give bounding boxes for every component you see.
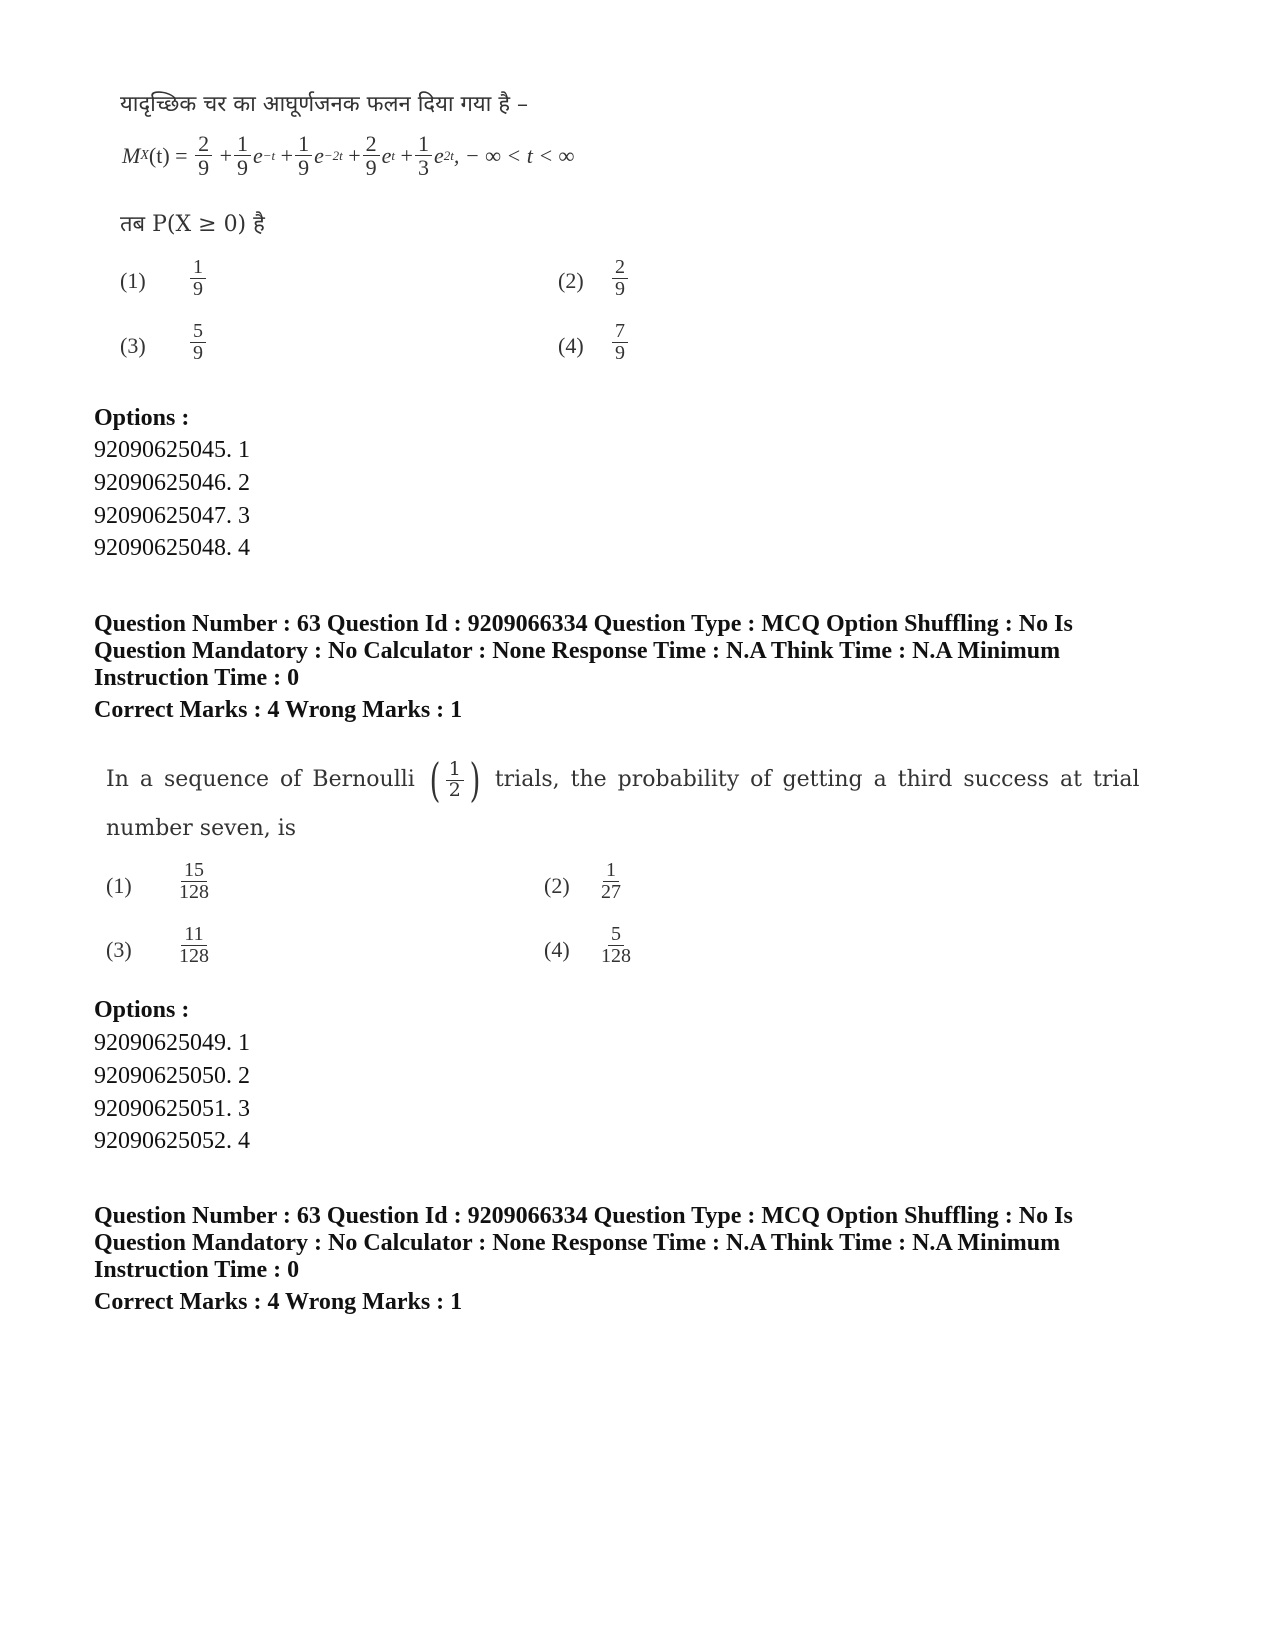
- eq-term-4-frac: $\frac{2}{9}$: [363, 132, 380, 179]
- eq-exp: t: [391, 147, 396, 163]
- eq-term-2-frac: $\frac{1}{9}$: [234, 132, 251, 179]
- q63-marks: Correct Marks : 4 Wrong Marks : 1: [94, 697, 463, 723]
- q63-option-1: 92090625049. 1: [94, 1030, 250, 1056]
- eq-term-1-frac: $\frac{2}{9}$: [195, 132, 212, 179]
- q63-option-4: 92090625052. 4: [94, 1128, 250, 1154]
- q63-text-before: In a sequence of Bernoulli: [106, 767, 415, 792]
- q62-equation: [122, 132, 574, 179]
- q64-meta-line-1: Question Number : 63 Question Id : 9209066334 Question Type : MCQ Option Shuffling : No Is: [94, 1203, 1073, 1229]
- eq-exp: −t: [262, 147, 276, 163]
- q62-option-1: 92090625045. 1: [94, 437, 250, 463]
- q62-choice-1-frac: $\frac{1}{9}$: [188, 257, 208, 300]
- eq-e: e: [433, 142, 444, 168]
- q64-meta: [94, 1203, 1194, 1284]
- q62-choice-4-frac: $\frac{7}{9}$: [610, 321, 630, 364]
- q63-choice-1-label: (1): [106, 873, 132, 898]
- q62-choice-4-label: (4): [558, 333, 584, 358]
- eq-exp: −2t: [323, 147, 343, 163]
- q62-options-heading: Options :: [94, 405, 190, 431]
- eq-term-3-frac: $\frac{1}{9}$: [295, 132, 312, 179]
- q62-choice-1-label: (1): [120, 268, 146, 293]
- q63-options-heading: Options :: [94, 997, 190, 1023]
- q63-option-2: 92090625050. 2: [94, 1063, 250, 1089]
- q64-meta-line-3: Instruction Time : 0: [94, 1257, 300, 1283]
- eq-e: e: [314, 142, 324, 168]
- q63-text-line-1: [106, 753, 1140, 807]
- q63-option-3: 92090625051. 3: [94, 1096, 250, 1122]
- eq-plus: +: [219, 142, 232, 168]
- q62-choice-3-label: (3): [120, 333, 146, 358]
- eq-plus: +: [400, 142, 413, 168]
- eq-e: e: [381, 142, 392, 168]
- eq-lhs-sub: X: [140, 147, 149, 163]
- eq-plus: +: [348, 142, 361, 168]
- eq-lhs: M: [122, 142, 141, 168]
- q63-choice-3-frac: $\frac{11}{128}$: [179, 923, 209, 967]
- q63-choice-4-frac: $\frac{5}{128}$: [601, 923, 631, 967]
- q62-choice-2-frac: $\frac{2}{9}$: [610, 257, 630, 300]
- q62-then: तब P(X ≥ 0) है: [120, 212, 265, 237]
- q62-option-2: 92090625046. 2: [94, 470, 250, 496]
- q63-choice-1-frac: $\frac{15}{128}$: [179, 859, 209, 903]
- q63-choice-2-frac: $\frac{1}{27}$: [601, 859, 621, 903]
- q62-intro: यादृच्छिक चर का आघूर्णजनक फलन दिया गया है –: [120, 92, 529, 117]
- q63-choice-3-label: (3): [106, 937, 132, 962]
- q62-option-3: 92090625047. 3: [94, 503, 250, 529]
- eq-exp: 2t: [443, 147, 454, 163]
- q62-choice-2-label: (2): [558, 268, 584, 293]
- q62-choice-3-frac: $\frac{5}{9}$: [188, 321, 208, 364]
- eq-e: e: [252, 142, 263, 168]
- q63-text-line-2: number seven, is: [106, 816, 297, 841]
- q63-text-after: trials, the probability of getting a third success at trial: [494, 767, 1140, 792]
- q63-meta-line-1: Question Number : 63 Question Id : 9209066334 Question Type : MCQ Option Shuffling : No Is: [94, 611, 1073, 637]
- eq-plus: +: [280, 142, 294, 168]
- q62-option-4: 92090625048. 4: [94, 535, 250, 561]
- eq-lhs-arg: (t) =: [148, 142, 188, 168]
- q63-choice-4-label: (4): [544, 937, 570, 962]
- q63-meta-line-2: Question Mandatory : No Calculator : None Response Time : N.A Think Time : N.A Minimum: [94, 638, 1061, 664]
- q63-bernoulli-param: ( $\frac{1}{2}$ ): [429, 753, 481, 807]
- eq-range: , − ∞ < t < ∞: [453, 142, 575, 168]
- q64-marks: Correct Marks : 4 Wrong Marks : 1: [94, 1289, 463, 1315]
- q63-meta: [94, 611, 1194, 692]
- q64-meta-line-2: Question Mandatory : No Calculator : None Response Time : N.A Think Time : N.A Minimum: [94, 1230, 1061, 1256]
- q63-choice-2-label: (2): [544, 873, 570, 898]
- eq-term-5-frac: $\frac{1}{3}$: [415, 132, 432, 179]
- q63-meta-line-3: Instruction Time : 0: [94, 665, 300, 691]
